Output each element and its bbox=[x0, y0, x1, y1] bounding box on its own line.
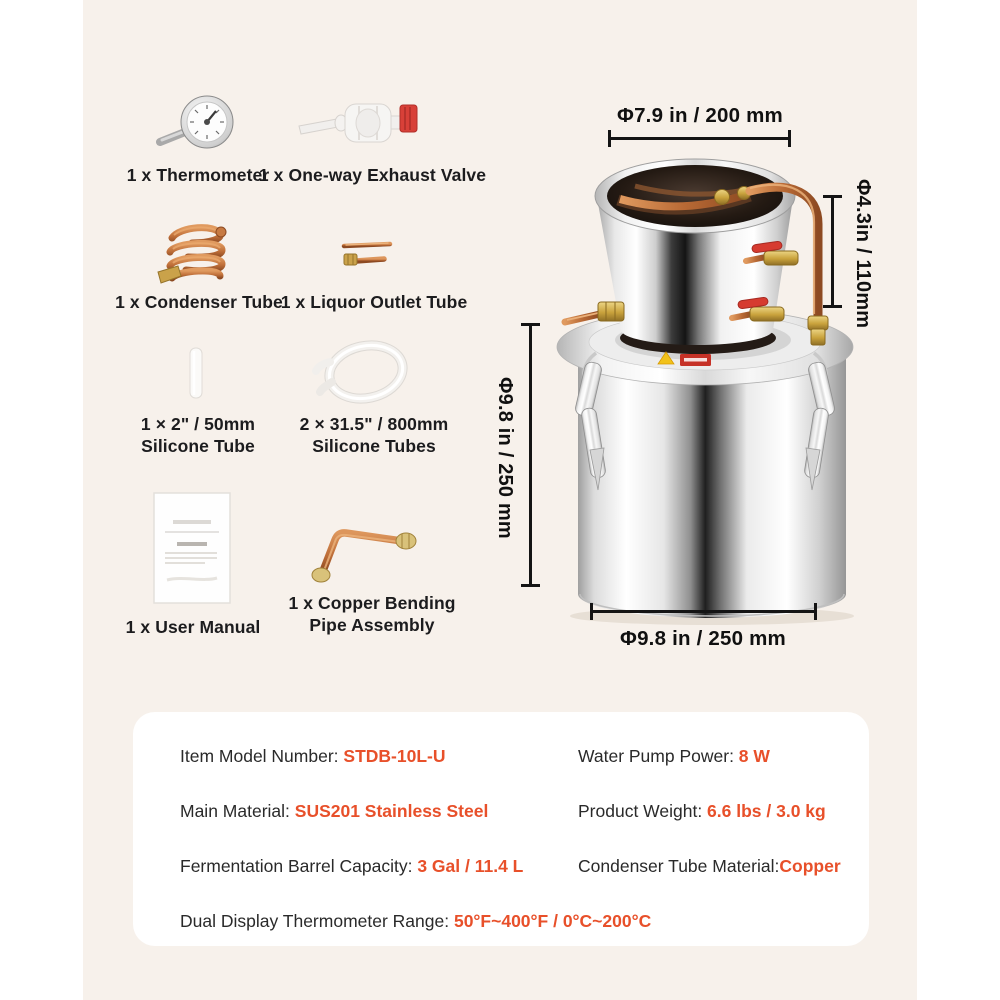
thermometer-label: 1 x Thermometer bbox=[126, 165, 270, 185]
dim-left-height-label: Φ9.8 in / 250 mm bbox=[494, 377, 516, 539]
spec-item-model-label: Item Model Number: bbox=[180, 746, 344, 766]
spec-row-1 bbox=[180, 729, 849, 784]
silicone-tubes-icon bbox=[312, 336, 416, 406]
dim-right-tick-bottom bbox=[823, 305, 842, 308]
spec-main-material-value: SUS201 Stainless Steel bbox=[294, 801, 489, 821]
dim-left-tick-top bbox=[521, 323, 540, 326]
spec-product-weight-label: Product Weight: bbox=[578, 801, 708, 821]
spec-item-model bbox=[180, 746, 578, 767]
silicone-tube-icon bbox=[176, 344, 216, 404]
dim-right-height-label: Φ4.3in / 110mm bbox=[852, 179, 874, 329]
spec-barrel-capacity-value: 3 Gal / 11.4 L bbox=[417, 856, 524, 876]
spec-condenser-material bbox=[578, 856, 841, 877]
dim-bottom-tick-left bbox=[590, 603, 593, 620]
spec-water-pump-value: 8 W bbox=[738, 746, 770, 766]
silicone-tube-small-line2: Silicone Tube bbox=[141, 435, 255, 456]
spec-thermometer-range bbox=[180, 911, 651, 932]
spec-product-weight bbox=[578, 801, 826, 822]
copper-pipe-line2: Pipe Assembly bbox=[309, 614, 435, 635]
dim-right-tick-top bbox=[823, 195, 842, 198]
user-manual-icon bbox=[153, 492, 231, 604]
product-image bbox=[540, 150, 870, 628]
copper-bending-pipe-icon bbox=[306, 518, 434, 592]
spec-water-pump bbox=[578, 746, 770, 767]
spec-condenser-material-label: Condenser Tube Material: bbox=[578, 856, 780, 876]
dim-bottom-tick-right bbox=[814, 603, 817, 620]
liquor-outlet-tube-icon bbox=[336, 233, 402, 275]
dim-top-diameter-label: Φ7.9 in / 200 mm bbox=[617, 104, 783, 127]
user-manual-label: 1 x User Manual bbox=[125, 617, 261, 637]
spec-row-3 bbox=[180, 839, 849, 894]
specs-card bbox=[133, 712, 869, 946]
condenser-tube-icon bbox=[150, 212, 245, 297]
thermometer-icon bbox=[150, 85, 250, 165]
dim-top-tick-right bbox=[788, 130, 791, 147]
copper-pipe-line1: 1 x Copper Bending bbox=[288, 593, 456, 613]
exhaust-valve-label: 1 x One-way Exhaust Valve bbox=[258, 165, 487, 185]
dim-left-tick-bottom bbox=[521, 584, 540, 587]
dim-left-line bbox=[529, 325, 532, 585]
silicone-tubes-long-line2: Silicone Tubes bbox=[312, 435, 436, 456]
condenser-tube-label: 1 x Condenser Tube bbox=[115, 292, 283, 312]
dim-top-tick-left bbox=[608, 130, 611, 147]
spec-row-2 bbox=[180, 784, 849, 839]
silicone-tubes-long-label bbox=[262, 414, 486, 457]
spec-item-model-value: STDB-10L-U bbox=[343, 746, 446, 766]
spec-product-weight-value: 6.6 lbs / 3.0 kg bbox=[707, 801, 826, 821]
liquor-outlet-tube-label: 1 x Liquor Outlet Tube bbox=[280, 292, 468, 312]
spec-barrel-capacity-label: Fermentation Barrel Capacity: bbox=[180, 856, 418, 876]
dim-bottom-diameter-label: Φ9.8 in / 250 mm bbox=[620, 627, 786, 650]
dim-top-line bbox=[609, 137, 790, 140]
spec-condenser-material-value: Copper bbox=[779, 856, 841, 876]
spec-barrel-capacity bbox=[180, 856, 578, 877]
dim-right-line bbox=[831, 197, 834, 307]
silicone-tubes-long-line1: 2 × 31.5" / 800mm bbox=[299, 414, 449, 434]
spec-main-material bbox=[180, 801, 578, 822]
spec-thermometer-range-label: Dual Display Thermometer Range: bbox=[180, 911, 454, 931]
exhaust-valve-icon bbox=[295, 92, 430, 154]
silicone-tube-small-line1: 1 × 2" / 50mm bbox=[140, 414, 256, 434]
copper-pipe-label bbox=[260, 593, 484, 636]
spec-main-material-label: Main Material: bbox=[180, 801, 295, 821]
spec-row-4 bbox=[180, 894, 849, 949]
spec-thermometer-range-value: 50°F~400°F / 0°C~200°C bbox=[453, 911, 652, 931]
dim-bottom-line bbox=[592, 610, 816, 613]
spec-water-pump-label: Water Pump Power: bbox=[578, 746, 739, 766]
